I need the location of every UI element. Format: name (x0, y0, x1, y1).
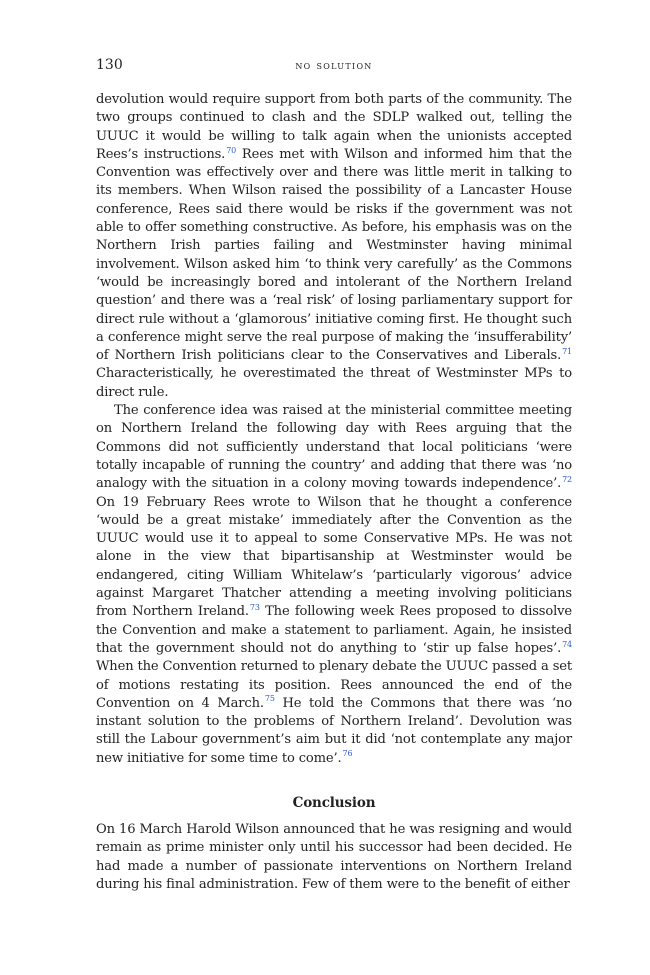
paragraph-text: Rees met with Wilson and informed him that the Convention was effectively over and there was little merit in talking to its members. When Wilson raised the possibility of a Lancaster House conference, Rees said there would be risks if the government was not able to offer something constructive. As before, his emphasis was on the Northern Irish parties failing and Westminster having minimal involvement. Wilson asked him ‘to think very carefully’ as the Commons ‘would be increasingly bored and intolerant of the Northern Ireland question’ and there was a ‘real risk’ of losing parliamentary support for direct rule without a ‘glamorous’ initiative coming first. He thought such a conference might serve the real purpose of making the ‘insufferability’ of Northern Irish politicians clear to the Conservatives and Liberals. (96, 146, 572, 364)
paragraph-text: On 16 March Harold Wilson announced that he was resigning and would remain as prime minister only until his successor had been decided. He had made a number of passionate interventions on Northern Ireland during his final administration. Few of them were to the benefit of either (96, 821, 572, 892)
paragraph-2 (96, 402, 572, 768)
footnote-ref-75[interactable]: 75 (264, 694, 275, 704)
paragraph-1 (96, 91, 572, 402)
running-title: no solution (295, 58, 373, 72)
body-text (96, 91, 572, 894)
paragraph-text: The conference idea was raised at the ministerial committee meeting on Northern Ireland the following day with Rees arguing that the Commons did not sufficiently understand that local politicians ‘were totally incapable of running the country’ and adding that there was ‘no analogy with the situation in a colony moving towards independence’. (96, 403, 572, 492)
paragraph-text: When the Convention returned to plenary debate the UUUC passed a set of motions restating its position. Rees announced the end of the Convention on 4 March. (96, 659, 572, 711)
footnote-ref-74[interactable]: 74 (562, 639, 572, 649)
footnote-ref-73[interactable]: 73 (249, 602, 260, 612)
paragraph-text: The following week Rees proposed to dissolve the Convention and make a statement to parliament. Again, he insisted that the government should not do anything to ‘stir up false hopes’. (96, 604, 572, 656)
paragraph-text: He told the Commons that there was ‘no instant solution to the problems of Northern Ireland’. Devolution was still the Labour government’s aim but it did ‘not contemplate any major new initiative for some time to come’. (96, 695, 572, 766)
paragraph-text: devolution would require support from both parts of the community. The two groups continued to clash and the SDLP walked out, telling the UUUC it would be willing to talk again when the unionists accepted Rees’s instructions. (96, 92, 572, 162)
running-head (96, 56, 572, 74)
page-number: 130 (96, 57, 123, 73)
section-heading-conclusion: Conclusion (292, 794, 376, 811)
paragraph-text: Characteristically, he overestimated the threat of Westminster MPs to direct rule. (96, 366, 572, 400)
footnote-ref-71[interactable]: 71 (562, 346, 572, 356)
footnote-ref-76[interactable]: 76 (342, 749, 353, 759)
paragraph-3 (96, 821, 572, 894)
footnote-ref-70[interactable]: 70 (226, 145, 237, 155)
paragraph-text: On 19 February Rees wrote to Wilson that he thought a conference ‘would be a great mistake’ immediately after the Convention as the UUUC would use it to appeal to some Conservative MPs. He was not alone in the view that bipartisanship at Westminster would be endangered, citing William Whitelaw’s ‘particularly vigorous’ advice against Margaret Thatcher attending a meeting involving politicians from Northern Ireland. (96, 494, 572, 620)
footnote-ref-72[interactable]: 72 (562, 474, 572, 484)
